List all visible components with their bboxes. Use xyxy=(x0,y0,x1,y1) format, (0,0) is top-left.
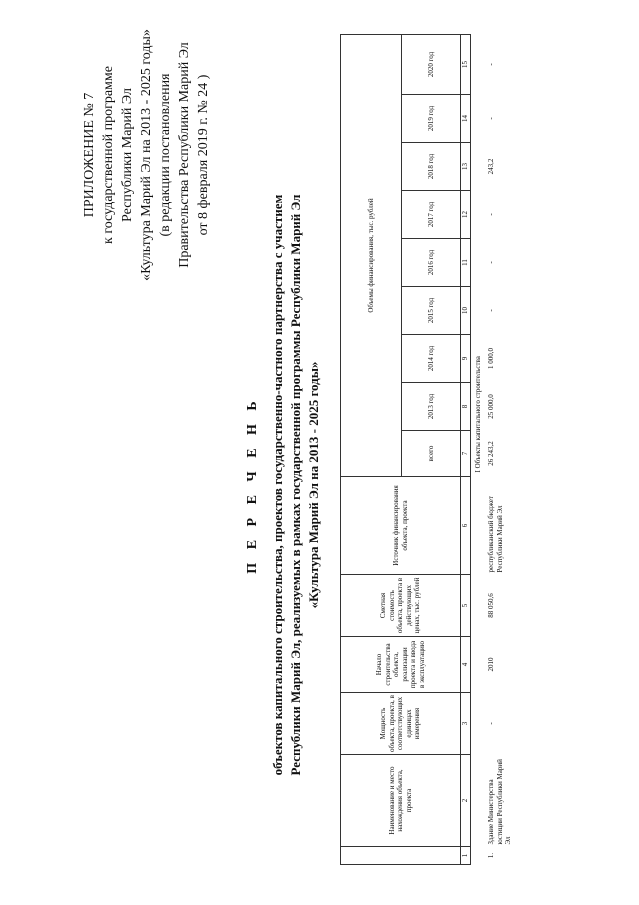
row-name: Здание Министерства юстиции Республики Марий Эл xyxy=(487,759,512,845)
appendix-line: ПРИЛОЖЕНИЕ № 7 xyxy=(82,92,97,218)
column-number: 6 xyxy=(461,477,471,575)
header-year: 2014 год xyxy=(402,335,461,383)
header-name: Наименование и место нахождения объекта, проекта xyxy=(341,755,461,847)
column-number: 14 xyxy=(461,95,471,143)
header-total: всего xyxy=(402,431,461,477)
row-source: республиканский бюджет Республики Марий Эл xyxy=(487,496,504,573)
appendix-line: (в редакции постановления xyxy=(158,73,173,237)
header-row xyxy=(341,35,402,865)
section-title: I Объекты капитального строительства xyxy=(473,356,482,473)
column-number: 15 xyxy=(461,35,471,95)
row-number: 1. xyxy=(487,852,495,859)
column-number: 11 xyxy=(461,239,471,287)
appendix-line: «Культура Марий Эл на 2013 - 2025 годы» xyxy=(139,29,154,281)
row-total: 26 243,2 xyxy=(487,441,495,466)
header-year: 2016 год xyxy=(402,239,461,287)
header-year: 2018 год xyxy=(402,143,461,191)
column-number-row xyxy=(461,35,471,865)
header-year: 2017 год xyxy=(402,191,461,239)
column-number: 9 xyxy=(461,335,471,383)
header-cell-blank xyxy=(341,847,461,865)
header-capacity: Мощность объекта, проекта, в соответствующих единицах измерения xyxy=(341,693,461,755)
column-number: 5 xyxy=(461,575,471,637)
row-value: 1 000,0 xyxy=(487,348,495,369)
header-year: 2019 год xyxy=(402,95,461,143)
column-number: 4 xyxy=(461,637,471,693)
column-number: 3 xyxy=(461,693,471,755)
column-number: 8 xyxy=(461,383,471,431)
title-main: П Е Р Е Ч Е Н Ь xyxy=(245,396,260,574)
header-funding: Объемы финансирования, тыс. рублей xyxy=(341,35,402,477)
row-value: - xyxy=(487,63,495,66)
appendix-header xyxy=(80,25,213,285)
header-year: 2013 год xyxy=(402,383,461,431)
title-sub-line: «Культура Марий Эл на 2013 - 2025 годы» xyxy=(306,361,321,609)
row-capacity: - xyxy=(487,722,495,725)
section-row xyxy=(471,35,486,865)
appendix-line: Республики Марий Эл xyxy=(120,88,135,222)
document-title xyxy=(245,105,323,865)
title-sub-line: объектов капитального строительства, проектов государственно-частного партнерства с участием xyxy=(270,194,285,776)
appendix-line: к государственной программе xyxy=(101,66,116,244)
row-value: 25 000,0 xyxy=(487,394,495,419)
column-number: 7 xyxy=(461,431,471,477)
row-value: - xyxy=(487,309,495,312)
row-value: 243,2 xyxy=(487,158,495,175)
row-value: - xyxy=(487,117,495,120)
row-cost: 88 050,6 xyxy=(487,593,495,618)
objects-table xyxy=(340,34,514,865)
header-source: Источник финансирования объекта, проекта xyxy=(341,477,461,575)
column-number: 12 xyxy=(461,191,471,239)
row-value: - xyxy=(487,261,495,264)
table-row xyxy=(485,35,514,865)
row-value: - xyxy=(487,213,495,216)
header-start: Начало строительства объекта, реализации проекта и ввода в эксплуатацию xyxy=(341,637,461,693)
header-year: 2020 год xyxy=(402,35,461,95)
column-number: 2 xyxy=(461,755,471,847)
appendix-line: от 8 февраля 2019 г. № 24 ) xyxy=(196,74,211,236)
title-sub-line: Республики Марий Эл, реализуемых в рамках государственной программы Республики Марий Эл xyxy=(288,194,303,776)
row-start: 2010 xyxy=(487,657,495,672)
header-year: 2015 год xyxy=(402,287,461,335)
column-number: 13 xyxy=(461,143,471,191)
column-number: 1 xyxy=(461,847,471,865)
column-number: 10 xyxy=(461,287,471,335)
appendix-line: Правительства Республики Марий Эл xyxy=(177,42,192,268)
header-cost: Сметная стоимость объекта, проекта в действующих ценах, тыс. рублей xyxy=(341,575,461,637)
